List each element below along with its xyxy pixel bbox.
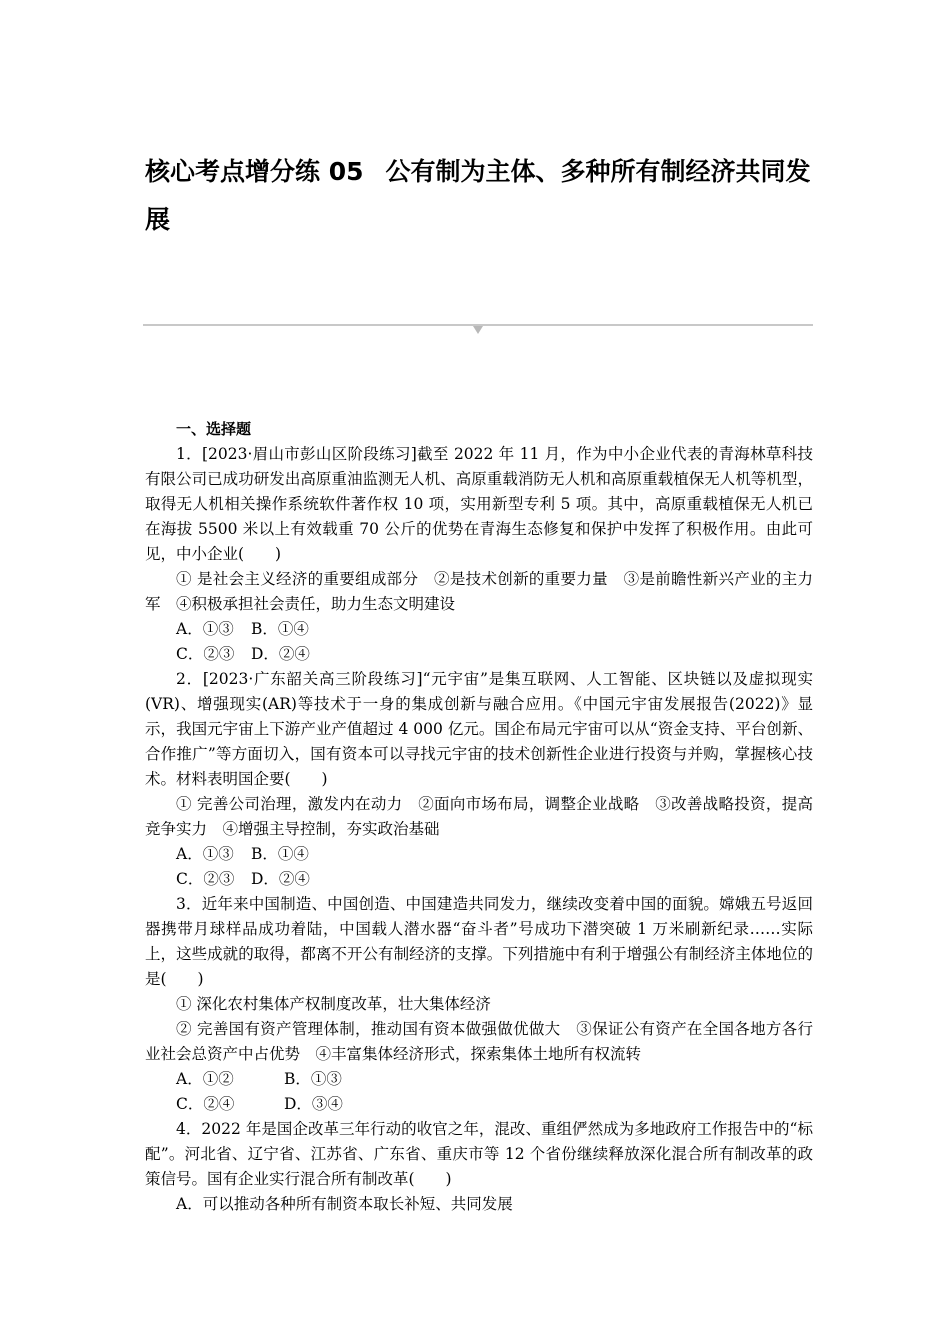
title-part-2: 公有制为主体、多种所有制经济共同发展 bbox=[145, 157, 811, 234]
question-2-options-row-2 bbox=[145, 867, 813, 892]
question-1-stem: 1．[2023·眉山市彭山区阶段练习]截至 2022 年 11 月，作为中小企业代表的青海林草科技有限公司已成功研发出高原重油监测无人机、高原重载消防无人机和高原重载植保无人机等机型，取得无人机相关操作系统软件著作权 10 项，实用新型专利 5 项。其中，高原重载植保无人机已在海拔 5500 米以上有效载重 70 公斤的优势在青海生态修复和保护中发挥了积极作用。由此可见，中小企业( ) bbox=[145, 445, 813, 563]
title-part-1: 核心考点增分练 05 bbox=[145, 157, 364, 186]
title-divider bbox=[143, 322, 813, 334]
option-b: B．①④ bbox=[251, 620, 309, 638]
option-d: D．③④ bbox=[284, 1095, 343, 1113]
option-d: D．②④ bbox=[251, 645, 310, 663]
question-3-statement-1: ① 深化农村集体产权制度改革，壮大集体经济 bbox=[176, 995, 491, 1013]
question-3-stem: 3．近年来中国制造、中国创造、中国建造共同发力，继续改变着中国的面貌。嫦娥五号返回器携带月球样品成功着陆，中国载人潜水器“奋斗者”号成功下潜突破 1 万米刷新纪录……实际上，这些成就的取得，都离不开公有制经济的支撑。下列措施中有利于增强公有制经济主体地位的是( ) bbox=[145, 895, 813, 988]
option-c: C．②③ bbox=[176, 870, 235, 888]
question-3-statements-2: ② 完善国有资产管理体制，推动国有资本做强做优做大 ③保证公有资产在全国各地方各行业社会总资产中占优势 ④丰富集体经济形式，探索集体土地所有权流转 bbox=[145, 1020, 813, 1063]
option-a: A．①② bbox=[176, 1070, 234, 1088]
question-3-options-row-2 bbox=[145, 1092, 813, 1117]
option-c: C．②③ bbox=[176, 645, 235, 663]
question-2-stem: 2．[2023·广东韶关高三阶段练习]“元宇宙”是集互联网、人工智能、区块链以及虚拟现实(VR)、增强现实(AR)等技术于一身的集成创新与融合应用。《中国元宇宙发展报告(2022)》显示，我国元宇宙上下游产业产值超过 4 000 亿元。国企布局元宇宙可以从“资金支持、平台创新、合作推广”等方面切入，国有资本可以寻找元宇宙的技术创新性企业进行投资与并购，掌握核心技术。材料表明国企要( ) bbox=[145, 670, 813, 788]
question-1-statements: ① 是社会主义经济的重要组成部分 ②是技术创新的重要力量 ③是前瞻性新兴产业的主力军 ④积极承担社会责任，助力生态文明建设 bbox=[145, 570, 813, 613]
option-b: B．①③ bbox=[284, 1070, 342, 1088]
question-1-options-row-1 bbox=[145, 617, 813, 642]
option-b: B．①④ bbox=[251, 845, 309, 863]
question-2-options-row-1 bbox=[145, 842, 813, 867]
option-d: D．②④ bbox=[251, 870, 310, 888]
question-section bbox=[145, 417, 813, 1217]
divider-triangle-icon bbox=[473, 326, 483, 334]
question-3-options-row-1 bbox=[145, 1067, 813, 1092]
option-a: A．①③ bbox=[176, 845, 234, 863]
option-a: A．①③ bbox=[176, 620, 234, 638]
question-4-stem: 4．2022 年是国企改革三年行动的收官之年，混改、重组俨然成为多地政府工作报告中的“标配”。河北省、辽宁省、江苏省、广东省、重庆市等 12 个省份继续释放深化混合所有制改革的政策信号。国有企业实行混合所有制改革( ) bbox=[145, 1120, 813, 1188]
question-2-statements: ① 完善公司治理，激发内在动力 ②面向市场布局，调整企业战略 ③改善战略投资，提高竞争实力 ④增强主导控制，夯实政治基础 bbox=[145, 795, 813, 838]
option-c: C．②④ bbox=[176, 1095, 235, 1113]
section-heading: 一、选择题 bbox=[176, 420, 252, 438]
question-4-option-a: A．可以推动各种所有制资本取长补短、共同发展 bbox=[176, 1195, 513, 1213]
page-title bbox=[145, 148, 825, 244]
question-1-options-row-2 bbox=[145, 642, 813, 667]
